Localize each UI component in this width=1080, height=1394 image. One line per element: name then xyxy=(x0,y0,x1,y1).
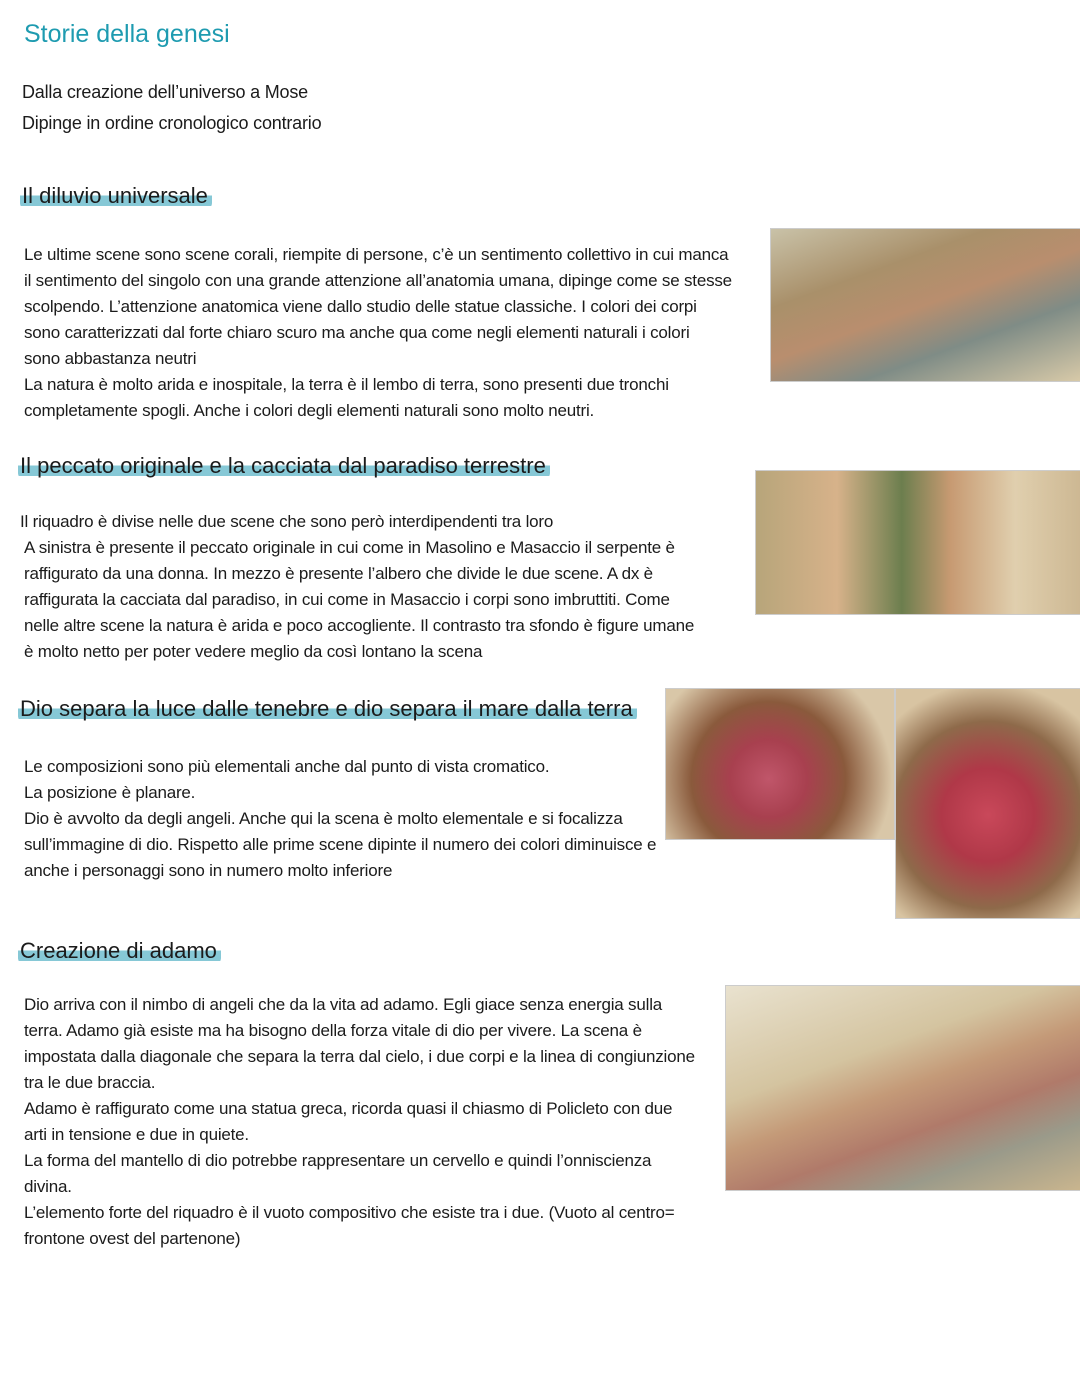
diluvio-universale-image xyxy=(770,228,1080,382)
text-line: Dio è avvolto da degli angeli. Anche qui la scena è molto elementale e si focalizza xyxy=(24,809,623,828)
text-line: arti in tensione e due in quiete. xyxy=(24,1125,249,1144)
text-line: L’elemento forte del riquadro è il vuoto compositivo che esiste tra i due. (Vuoto al centro= xyxy=(24,1203,675,1222)
text-line: Dio arriva con il nimbo di angeli che da la vita ad adamo. Egli giace senza energia sulla xyxy=(24,995,663,1014)
dio-separa-mare-image xyxy=(895,688,1080,919)
text-line: La natura è molto arida e inospitale, la terra è il lembo di terra, sono presenti due tronchi xyxy=(24,375,669,394)
section-text-dio-separa xyxy=(24,754,656,884)
text-line: sono caratterizzati dal forte chiaro scuro ma anche qua come negli elementi naturali i colori xyxy=(24,323,690,342)
text-line: terra. Adamo già esiste ma ha bisogno della forza vitale di dio per vivere. La scena è xyxy=(24,1021,642,1040)
text-line: A sinistra è presente il peccato originale in cui come in Masolino e Masaccio il serpente è xyxy=(24,538,675,557)
text-line: raffigurata la cacciata dal paradiso, in cui come in Masaccio i corpi sono imbruttiti. Come xyxy=(24,590,670,609)
text-line: completamente spogli. Anche i colori degli elementi naturali sono molto neutri. xyxy=(24,401,595,420)
text-line: nelle altre scene la natura è arida e poco accogliente. Il contrasto tra sfondo è figure umane xyxy=(24,616,695,635)
text-line: Le composizioni sono più elementali anche dal punto di vista cromatico. xyxy=(24,757,550,776)
text-line: il sentimento del singolo con una grande attenzione all’anatomia umana, dipinge come se stesse xyxy=(24,271,732,290)
text-line: Il riquadro è divise nelle due scene che sono però interdipendenti tra loro xyxy=(20,512,554,531)
creazione-adamo-image xyxy=(725,985,1080,1191)
text-line: impostata dalla diagonale che separa la terra dal cielo, i due corpi e la linea di congiunzione xyxy=(24,1047,695,1066)
text-line: La posizione è planare. xyxy=(24,783,196,802)
text-line: Adamo è raffigurato come una statua greca, ricorda quasi il chiasmo di Policleto con due xyxy=(24,1099,673,1118)
text-line: frontone ovest del partenone) xyxy=(24,1229,241,1248)
section-heading-diluvio: Il diluvio universale xyxy=(20,183,212,209)
dio-separa-luce-image xyxy=(665,688,895,840)
section-heading-peccato: Il peccato originale e la cacciata dal paradiso terrestre xyxy=(18,453,550,479)
text-line: La forma del mantello di dio potrebbe rappresentare un cervello e quindi l’onniscienza xyxy=(24,1151,652,1170)
intro-line: Dalla creazione dell’universo a Mose xyxy=(22,82,308,102)
page-title: Storie della genesi xyxy=(24,20,230,48)
section-text-peccato xyxy=(20,509,694,665)
intro-line: Dipinge in ordine cronologico contrario xyxy=(22,113,322,133)
text-line: sull’immagine di dio. Rispetto alle prime scene dipinte il numero dei colori diminuisce e xyxy=(24,835,657,854)
text-line: divina. xyxy=(24,1177,72,1196)
text-line: tra le due braccia. xyxy=(24,1073,156,1092)
section-text-creazione-adamo xyxy=(24,992,695,1252)
section-heading-dio-separa: Dio separa la luce dalle tenebre e dio separa il mare dalla terra xyxy=(18,696,637,722)
section-heading-creazione-adamo: Creazione di adamo xyxy=(18,938,221,964)
peccato-originale-image xyxy=(755,470,1080,615)
text-line: sono abbastanza neutri xyxy=(24,349,197,368)
text-line: è molto netto per poter vedere meglio da così lontano la scena xyxy=(24,642,483,661)
intro xyxy=(22,77,321,139)
text-line: scolpendo. L’attenzione anatomica viene dallo studio delle statue classiche. I colori dei corpi xyxy=(24,297,697,316)
text-line: Le ultime scene sono scene corali, riempite di persone, c’è un sentimento collettivo in cui manca xyxy=(24,245,729,264)
text-line: raffigurato da una donna. In mezzo è presente l’albero che divide le due scene. A dx è xyxy=(24,564,653,583)
text-line: anche i personaggi sono in numero molto inferiore xyxy=(24,861,393,880)
section-text-diluvio xyxy=(24,242,732,424)
